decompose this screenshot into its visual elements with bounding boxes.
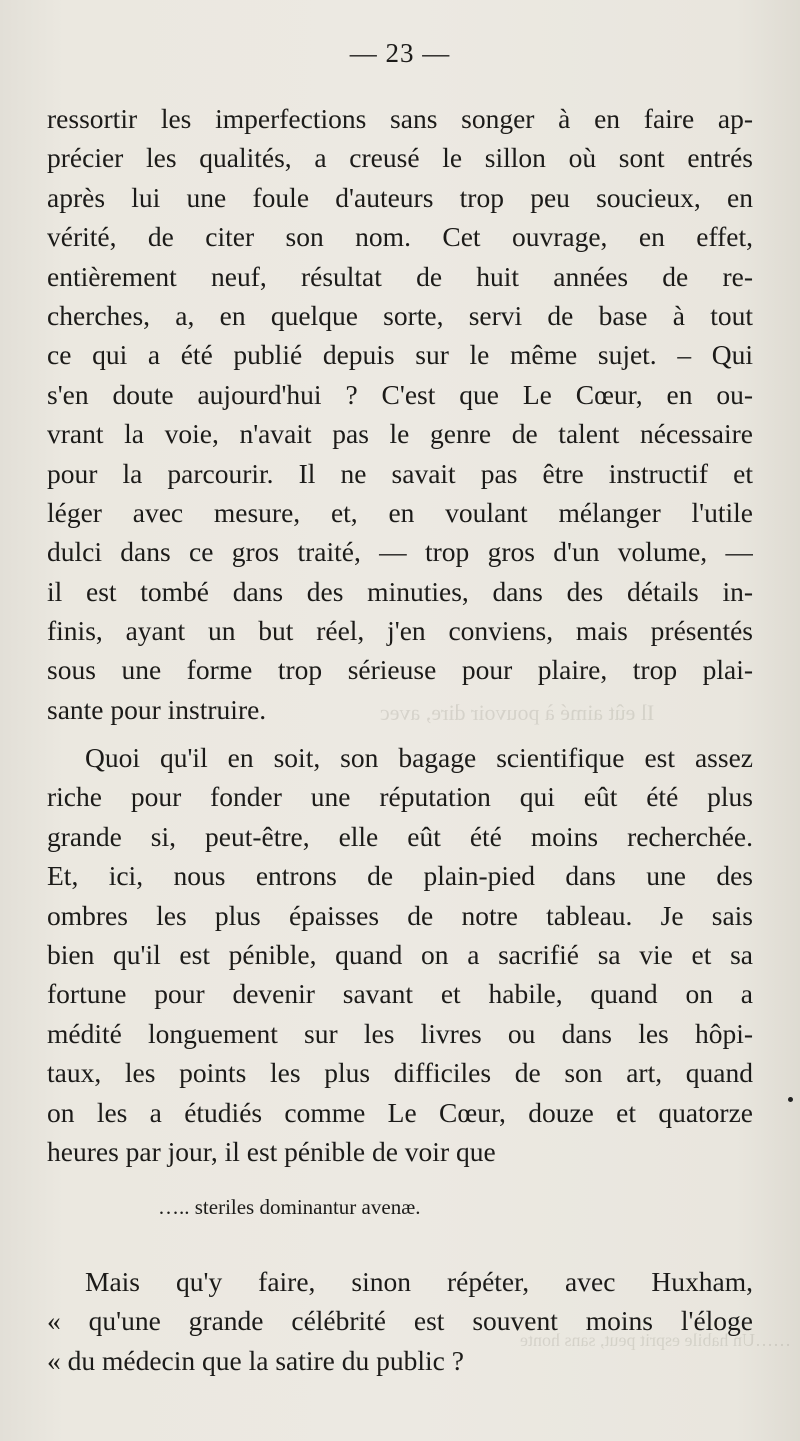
text-line: vrant la voie, n'avait pas le genre de talent nécessaire [47,418,753,450]
text-line: il est tombé dans des minuties, dans des détails in- [47,575,753,607]
text-line: ombres les plus épaisses de notre tableau. Je sais [47,899,753,931]
text-line: Mais qu'y faire, sinon répéter, avec Huxham, [85,1266,753,1297]
paragraph-3 [47,1262,753,1380]
paragraph-2 [47,738,753,1171]
text-line: pour la parcourir. Il ne savait pas être instructif et [47,457,753,489]
text-line: ressortir les imperfections sans songer à en faire ap- [47,103,753,134]
text-line: Quoi qu'il en soit, son bagage scientifique est assez [85,742,753,773]
text-line: vérité, de citer son nom. Cet ouvrage, en effet, [47,221,753,253]
text-line: fortune pour devenir savant et habile, quand on a [47,978,753,1010]
bleed-through-text: ……Un habile esprit peut, sans honte [520,1330,791,1350]
text-line: grande si, peut-être, elle eût été moins recherchée. [47,820,753,852]
paragraph-1 [47,99,753,729]
text-line: léger avec mesure, et, en voulant mélanger l'utile [47,496,753,528]
text-line: sante pour instruire. [47,693,267,725]
text-line: dulci dans ce gros traité, — trop gros d'un volume, — [47,536,753,568]
text-line: Et, ici, nous entrons de plain-pied dans une des [47,860,753,892]
text-line: précier les qualités, a creusé le sillon où sont entrés [47,142,753,174]
bleed-through-text: Il eût aimé à pouvoir dire, avec [380,700,655,725]
text-line: bien qu'il est pénible, quand on a sacrifié sa vie et sa [47,938,753,970]
text-line: ce qui a été publié depuis sur le même sujet. – Qui [47,339,753,371]
text-line: cherches, a, en quelque sorte, servi de base à tout [47,299,753,331]
ink-speck [788,1097,793,1102]
text-line: « du médecin que la satire du public ? [47,1344,464,1376]
text-line: médité longuement sur les livres ou dans les hôpi- [47,1017,753,1049]
text-line: on les a étudiés comme Le Cœur, douze et quatorze [47,1096,753,1128]
text-line: après lui une foule d'auteurs trop peu soucieux, en [47,181,753,213]
page-number: — 23 — [349,38,451,68]
text-line: s'en doute aujourd'hui ? C'est que Le Cœur, en ou- [47,378,753,410]
latin-quotation: ….. steriles dominantur avenæ. [158,1195,421,1219]
text-line: « qu'une grande célébrité est souvent moins l'éloge [47,1305,753,1337]
text-line: entièrement neuf, résultat de huit années de re- [47,260,753,292]
text-line: finis, ayant un but réel, j'en conviens, mais présentés [47,615,753,647]
text-line: riche pour fonder une réputation qui eût été plus [47,781,753,813]
text-line: taux, les points les plus difficiles de son art, quand [47,1057,753,1089]
text-line: heures par jour, il est pénible de voir que [47,1135,496,1167]
text-line: sous une forme trop sérieuse pour plaire, trop plai- [47,654,753,686]
